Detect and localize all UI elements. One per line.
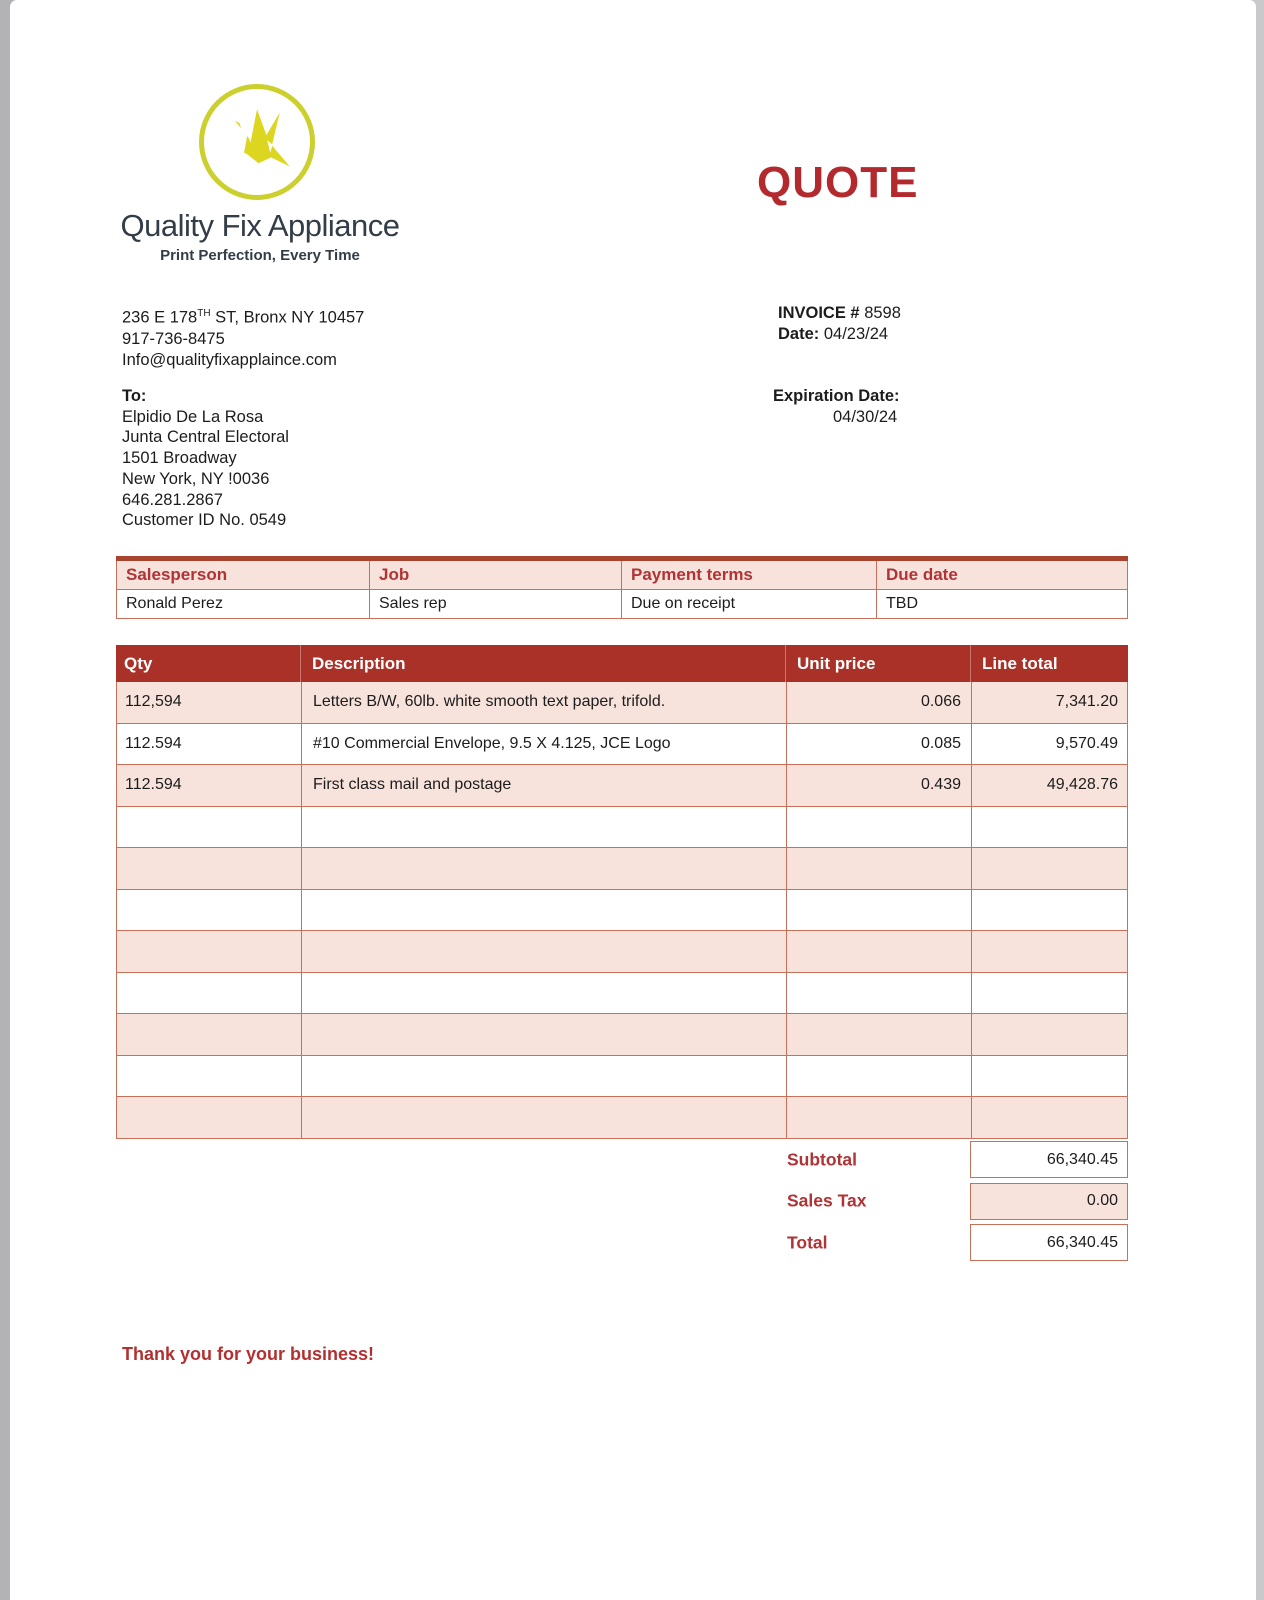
recipient-street: 1501 Broadway [122, 449, 237, 468]
company-name: Quality Fix Appliance [120, 208, 400, 243]
qty-cell: 112,594 [125, 693, 182, 711]
line-total-cell [971, 1056, 1127, 1097]
company-address-block [122, 303, 364, 371]
unit-price-cell [786, 931, 971, 972]
recipient-block [122, 386, 289, 531]
sales-tax-row [116, 1181, 1128, 1223]
company-logo [199, 84, 315, 200]
description-cell: First class mail and postage [301, 765, 786, 806]
sales-info-table [116, 556, 1128, 619]
line-total-cell: 49,428.76 [971, 765, 1127, 806]
unit-price-cell [786, 1056, 971, 1097]
table-row-empty [117, 1056, 1127, 1098]
unit-price-cell [786, 848, 971, 889]
qty-cell [117, 973, 301, 1014]
street-ordinal-suffix: TH [197, 308, 211, 319]
line-total-cell [971, 1097, 1127, 1138]
expiration-label: Expiration Date: [773, 387, 900, 405]
invoice-date-value: 04/23/24 [823, 325, 889, 343]
line-total-cell: 9,570.49 [971, 724, 1127, 765]
unit-price-cell: 0.066 [786, 682, 971, 723]
table-row-empty [117, 848, 1127, 890]
recipient-name: Elpidio De La Rosa [122, 407, 264, 426]
qty-cell [117, 807, 301, 848]
qty-cell [117, 931, 301, 972]
line-total-cell [971, 931, 1127, 972]
header-due-date: Due date [876, 561, 1127, 589]
header-line-total: Line total [970, 645, 1128, 682]
qty-cell [117, 890, 301, 931]
sales-tax-label: Sales Tax [787, 1190, 867, 1211]
description-cell [301, 1056, 786, 1097]
unit-price-cell: 0.439 [786, 765, 971, 806]
header-salesperson: Salesperson [126, 565, 228, 584]
description-cell [301, 973, 786, 1014]
description-cell [301, 1014, 786, 1055]
subtotal-row [116, 1139, 1128, 1181]
unit-price-cell [786, 807, 971, 848]
recipient-organization: Junta Central Electoral [122, 428, 289, 447]
expiration-date-value: 04/30/24 [833, 408, 898, 426]
company-tagline: Print Perfection, Every Time [160, 247, 360, 264]
qty-cell: 112.594 [125, 734, 182, 752]
unit-price-cell [786, 1097, 971, 1138]
total-label: Total [787, 1232, 828, 1253]
due-date-value: TBD [876, 590, 1127, 618]
line-total-cell [971, 890, 1127, 931]
quote-document [10, 0, 1256, 1600]
header-job: Job [369, 561, 621, 589]
header-unit-price: Unit price [785, 645, 970, 682]
qty-cell [117, 1014, 301, 1055]
origami-crane-icon [219, 104, 295, 180]
line-items-table [116, 645, 1128, 1139]
invoice-number-line [778, 303, 901, 324]
qty-cell [117, 1097, 301, 1138]
header-qty: Qty [124, 653, 153, 673]
company-street: 236 E 178TH ST, Bronx NY 10457 [122, 308, 365, 327]
invoice-meta [778, 303, 901, 345]
totals-section [116, 1139, 1128, 1264]
qty-cell [117, 1056, 301, 1097]
unit-price-cell [786, 890, 971, 931]
unit-price-cell [786, 1014, 971, 1055]
table-row-empty [117, 807, 1127, 849]
table-row [117, 724, 1127, 766]
table-row-empty [117, 890, 1127, 932]
line-items-body [116, 682, 1128, 1139]
invoice-date-line [778, 324, 901, 345]
recipient-phone: 646.281.2867 [122, 490, 223, 509]
sales-tax-value: 0.00 [970, 1183, 1128, 1220]
qty-cell: 112.594 [125, 776, 182, 794]
table-row-empty [117, 1097, 1127, 1139]
table-row-empty [117, 931, 1127, 973]
sales-info-data-row [116, 590, 1128, 619]
invoice-number-value: 8598 [864, 304, 901, 322]
line-total-cell [971, 973, 1127, 1014]
description-cell [301, 848, 786, 889]
header-payment-terms: Payment terms [621, 561, 876, 589]
company-email: Info@qualityfixapplaince.com [122, 350, 337, 369]
document-title: QUOTE [757, 158, 919, 207]
sales-info-header-row [116, 561, 1128, 590]
unit-price-cell: 0.085 [786, 724, 971, 765]
line-total-cell [971, 1014, 1127, 1055]
job-value: Sales rep [369, 590, 621, 618]
line-total-cell: 7,341.20 [971, 682, 1127, 723]
description-cell [301, 931, 786, 972]
subtotal-label: Subtotal [787, 1149, 857, 1170]
description-cell [301, 890, 786, 931]
invoice-number-label: INVOICE # [778, 304, 860, 322]
expiration-block [773, 386, 900, 428]
invoice-date-label: Date: [778, 325, 820, 343]
recipient-label: To: [122, 387, 147, 405]
description-cell: #10 Commercial Envelope, 9.5 X 4.125, JCE Logo [301, 724, 786, 765]
table-row-empty [117, 973, 1127, 1015]
line-total-cell [971, 848, 1127, 889]
table-row [117, 682, 1127, 724]
total-row [116, 1222, 1128, 1264]
qty-cell [117, 848, 301, 889]
line-total-cell [971, 807, 1127, 848]
description-cell [301, 1097, 786, 1138]
unit-price-cell [786, 973, 971, 1014]
salesperson-value: Ronald Perez [126, 595, 223, 612]
header-description: Description [300, 645, 785, 682]
table-row [117, 765, 1127, 807]
description-cell [301, 807, 786, 848]
payment-terms-value: Due on receipt [621, 590, 876, 618]
line-items-header-row [116, 645, 1128, 682]
recipient-customer-id: Customer ID No. 0549 [122, 511, 287, 530]
total-value: 66,340.45 [970, 1224, 1128, 1261]
thank-you-message: Thank you for your business! [122, 1344, 375, 1364]
subtotal-value: 66,340.45 [970, 1141, 1128, 1178]
recipient-city: New York, NY !0036 [122, 469, 270, 488]
company-phone: 917-736-8475 [122, 329, 225, 348]
table-row-empty [117, 1014, 1127, 1056]
description-cell: Letters B/W, 60lb. white smooth text paper, trifold. [301, 682, 786, 723]
